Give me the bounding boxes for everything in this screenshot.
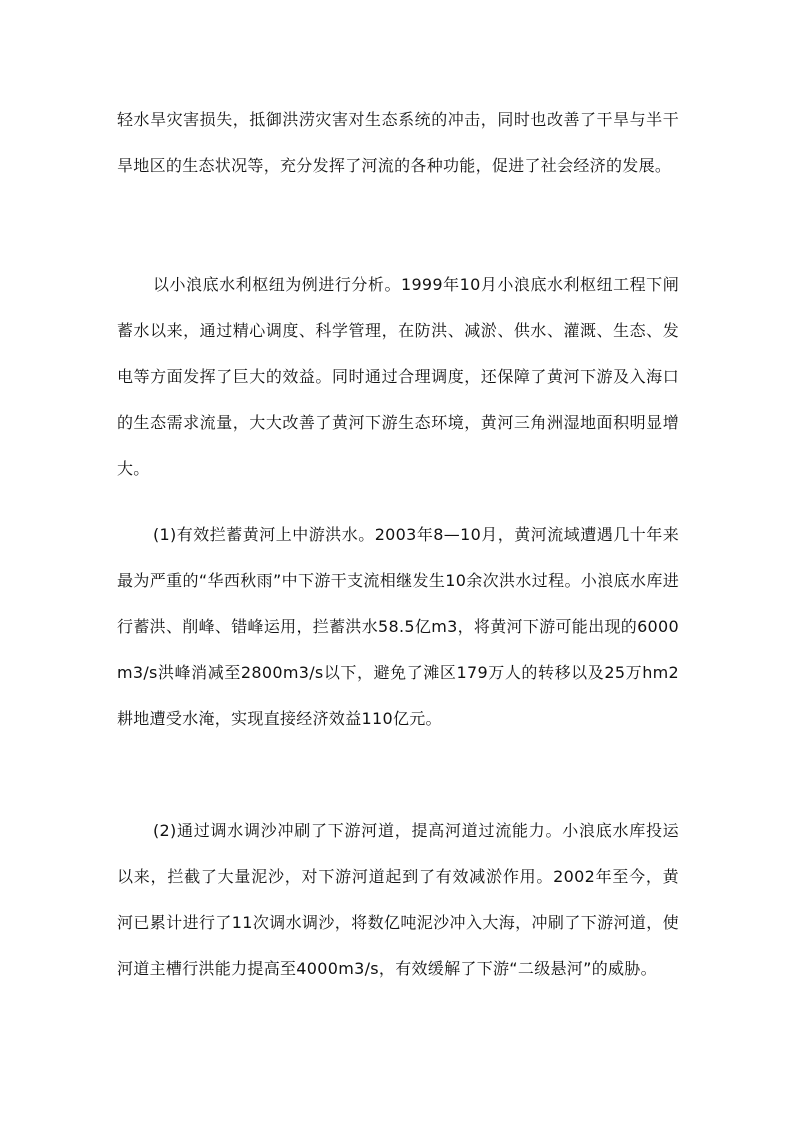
paragraph-continuation: 轻水旱灾害损失，抵御洪涝灾害对生态系统的冲击，同时也改善了干旱与半干旱地区的生态状况等，充分发挥了河流的各种功能，促进了社会经济的发展。 <box>117 110 679 175</box>
paragraph-flood-storage: (1)有效拦蓄黄河上中游洪水。2003年8—10月，黄河流域遭遇几十年来最为严重的“华西秋雨”中下游干支流相继发生10余次洪水过程。小浪底水库进行蓄洪、削峰、错峰运用，拦蓄洪水58.5亿m3，将黄河下游可能出现的6000m3/s洪峰消减至2800m3/s以下，避免了滩区179万人的转移以及25万hm2耕地遭受水淹，实现直接经济效益110亿元。 <box>117 525 679 728</box>
paragraph-xiaolangdi-analysis: 以小浪底水利枢纽为例进行分析。1999年10月小浪底水利枢纽工程下闸蓄水以来，通过精心调度、科学管理，在防洪、减淤、供水、灌溉、生态、发电等方面发挥了巨大的效益。同时通过合理调度，还保障了黄河下游及入海口的生态需求流量，大大改善了黄河下游生态环境，黄河三角洲湿地面积明显增大。 <box>117 275 679 478</box>
paragraph-sediment-regulation: (2)通过调水调沙冲刷了下游河道，提高河道过流能力。小浪底水库投运以来，拦截了大量泥沙，对下游河道起到了有效减淤作用。2002年至今，黄河已累计进行了11次调水调沙，将数亿吨泥沙冲入大海，冲刷了下游河道，使河道主槽行洪能力提高至4000m3/s，有效缓解了下游“二级悬河”的威胁。 <box>117 821 679 978</box>
